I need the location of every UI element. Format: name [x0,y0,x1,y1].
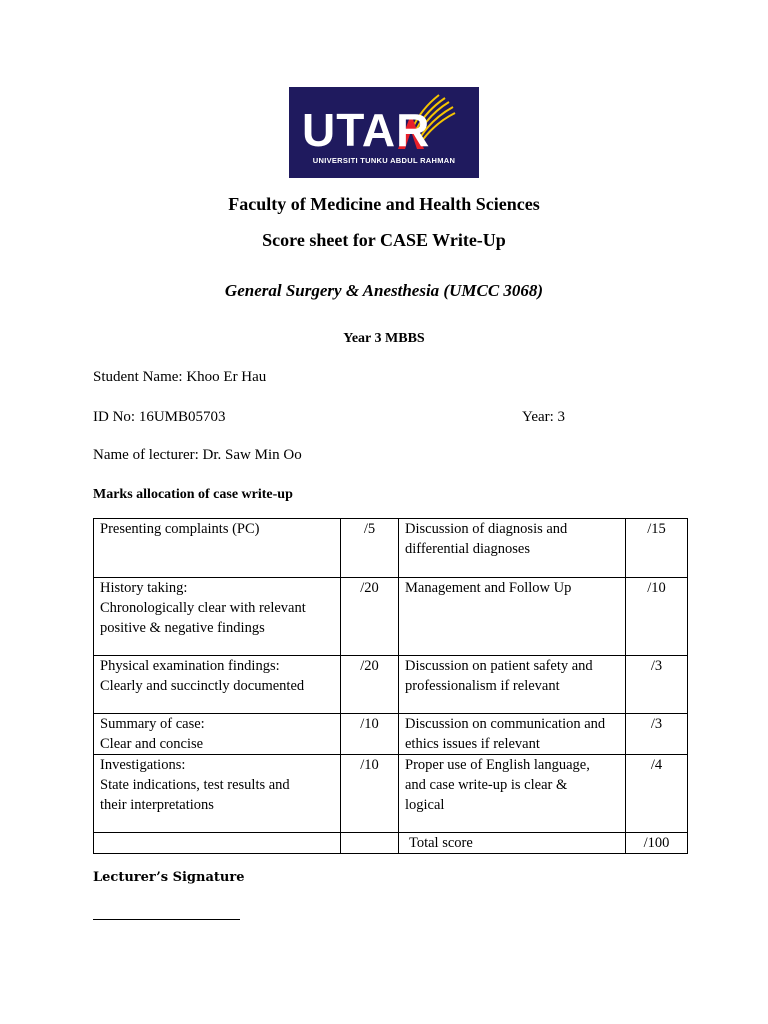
criterion-text: Investigations: [100,757,186,773]
total-label: Total score [409,835,473,851]
mark-cell: /15 [626,519,688,578]
mark-cell: /20 [341,656,399,714]
criterion-text: Proper use of English language, [405,757,590,773]
mark-cell: /10 [341,714,399,755]
utar-logo [289,87,479,178]
mark-cell: /10 [341,755,399,833]
criterion-text: Discussion on communication and [405,716,606,732]
table-row [94,578,688,656]
criterion-cell [94,519,341,578]
mark-cell: /5 [341,519,399,578]
criterion-text: Summary of case: [100,716,205,732]
table-row [94,755,688,833]
criterion-text: differential diagnoses [405,541,530,557]
student-year: Year: 3 [522,409,566,425]
empty-cell [341,833,399,854]
total-label-cell [399,833,626,854]
mark-cell: /4 [626,755,688,833]
total-mark-cell: /100 [626,833,688,854]
criterion-text: Clear and concise [100,736,204,752]
lecturer-name: Name of lecturer: Dr. Saw Min Oo [93,447,302,463]
criterion-text: Management and Follow Up [405,580,572,596]
criterion-text: History taking: [100,580,188,596]
criterion-cell [94,578,341,656]
signature-label: Lecturer’s Signature [93,870,245,885]
criterion-cell [94,656,341,714]
mark-cell: /20 [341,578,399,656]
criterion-cell [94,755,341,833]
criterion-text: ethics issues if relevant [405,736,540,752]
logo-wordmark: UTAR [302,104,431,156]
marks-heading: Marks allocation of case write-up [93,487,293,502]
criterion-text: Physical examination findings: [100,658,280,674]
criterion-text: their interpretations [100,797,214,813]
criterion-cell [399,755,626,833]
course-title: General Surgery & Anesthesia (UMCC 3068) [224,281,544,300]
mark-cell: /3 [626,656,688,714]
marks-table [93,518,688,854]
criterion-cell [399,714,626,755]
table-row [94,714,688,755]
criterion-text: Presenting complaints (PC) [100,521,260,537]
criterion-text: State indications, test results and [100,777,290,793]
table-row [94,656,688,714]
criterion-text: positive & negative findings [100,620,265,636]
criterion-cell [399,519,626,578]
logo-university-name: UNIVERSITI TUNKU ABDUL RAHMAN [312,156,456,165]
criterion-text: Clearly and succinctly documented [100,678,305,694]
criterion-text: and case write-up is clear & [405,777,568,793]
criterion-cell [399,578,626,656]
student-id: ID No: 16UMB05703 [93,409,226,425]
signature-line [93,919,240,920]
year-program: Year 3 MBBS [343,331,425,346]
mark-cell: /3 [626,714,688,755]
mark-cell: /10 [626,578,688,656]
criterion-cell [399,656,626,714]
empty-cell [94,833,341,854]
form-title: Score sheet for CASE Write-Up [262,230,506,250]
criterion-text: Discussion of diagnosis and [405,521,568,537]
faculty-title: Faculty of Medicine and Health Sciences [228,194,540,214]
criterion-cell [94,714,341,755]
criterion-text: Discussion on patient safety and [405,658,593,674]
table-row [94,519,688,578]
criterion-text: professionalism if relevant [405,678,560,694]
criterion-text: Chronologically clear with relevant [100,600,306,616]
criterion-text: logical [405,797,445,813]
student-name: Student Name: Khoo Er Hau [93,369,267,385]
total-row [94,833,688,854]
